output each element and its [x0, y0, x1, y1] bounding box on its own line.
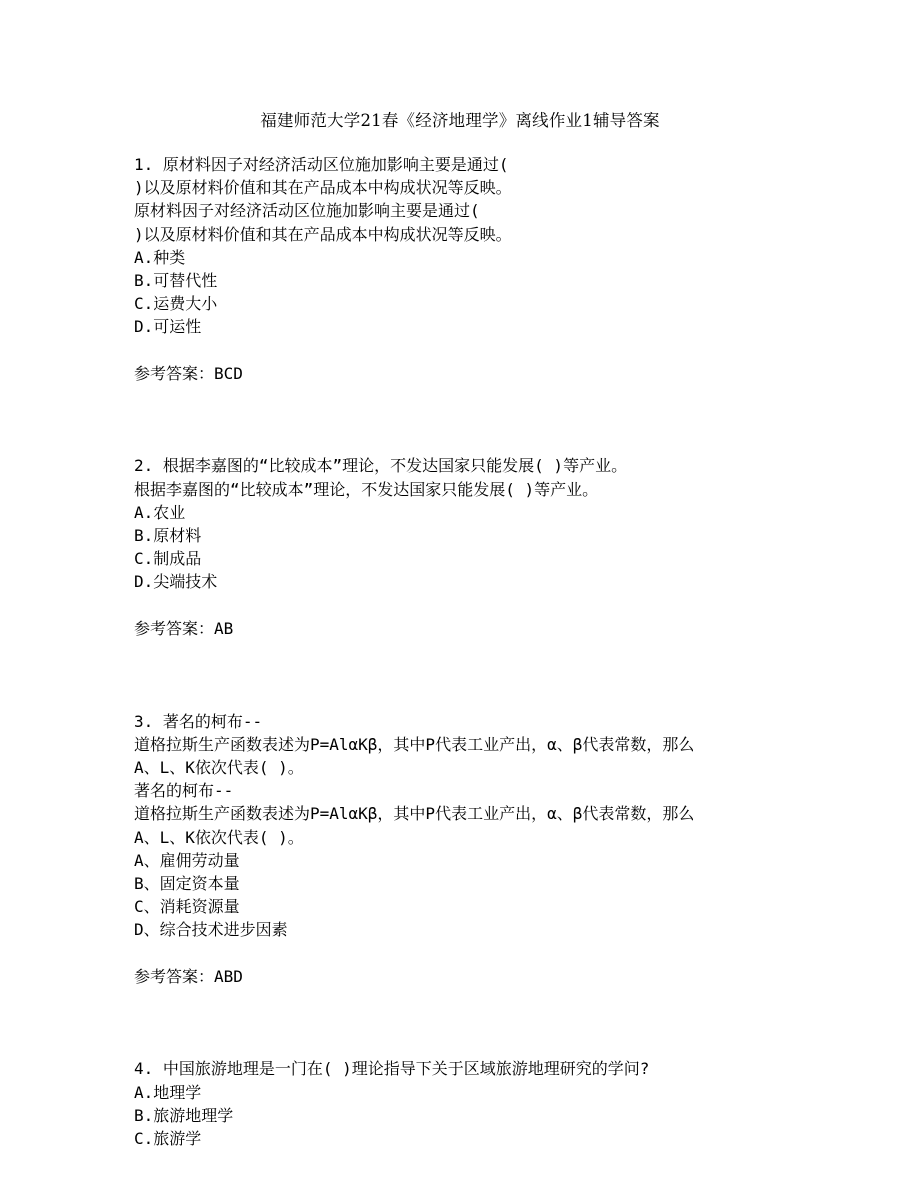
question-stem-line: 著名的柯布-- [134, 781, 234, 801]
question-stem-line: 1. 原材料因子对经济活动区位施加影响主要是通过( [134, 155, 509, 174]
option-d: D、综合技术进步因素 [134, 920, 288, 940]
reference-answer: 参考答案：BCD [134, 363, 243, 383]
question-stem-line: 道格拉斯生产函数表述为P=AlαKβ，其中P代表工业产出，α、β代表常数，那么 [134, 734, 695, 754]
question-stem-line: 根据李嘉图的“比较成本”理论，不发达国家只能发展( )等产业。 [134, 479, 599, 499]
reference-answer: 参考答案：AB [134, 618, 234, 638]
question-3 [134, 710, 814, 988]
document-title: 福建师范大学21春《经济地理学》离线作业1辅导答案 [260, 111, 660, 130]
option-a: A.地理学 [134, 1082, 202, 1102]
reference-answer: 参考答案：ABD [134, 966, 243, 986]
question-stem-line: 4. 中国旅游地理是一门在( )理论指导下关于区域旅游地理研究的学问? [134, 1059, 650, 1079]
question-4 [134, 1057, 814, 1150]
option-b: B.原材料 [134, 526, 202, 546]
option-c: C.旅游学 [134, 1128, 202, 1148]
question-stem-line: 道格拉斯生产函数表述为P=AlαKβ，其中P代表工业产出，α、β代表常数，那么 [134, 804, 695, 824]
option-c: C.运费大小 [134, 294, 218, 314]
question-1 [134, 153, 814, 385]
option-a: A.种类 [134, 247, 186, 267]
question-stem-line: )以及原材料价值和其在产品成本中构成状况等反映。 [134, 178, 512, 198]
option-c: C.制成品 [134, 549, 202, 569]
question-list [134, 153, 814, 1150]
option-d: D.尖端技术 [134, 572, 218, 592]
option-b: B.旅游地理学 [134, 1105, 234, 1125]
question-stem-line: 原材料因子对经济活动区位施加影响主要是通过( [134, 201, 480, 221]
option-c: C、消耗资源量 [134, 897, 240, 917]
option-a: A、雇佣劳动量 [134, 850, 240, 870]
question-stem-line: 3. 著名的柯布-- [134, 711, 263, 731]
option-b: B、固定资本量 [134, 873, 240, 893]
option-d: D.可运性 [134, 317, 202, 337]
question-stem-line: )以及原材料价值和其在产品成本中构成状况等反映。 [134, 224, 512, 244]
option-a: A.农业 [134, 502, 186, 522]
question-stem-line: A、L、K依次代表( )。 [134, 757, 304, 777]
question-2 [134, 454, 814, 640]
option-b: B.可替代性 [134, 270, 218, 290]
question-stem-line: 2. 根据李嘉图的“比较成本”理论，不发达国家只能发展( )等产业。 [134, 456, 628, 476]
question-stem-line: A、L、K依次代表( )。 [134, 827, 304, 847]
